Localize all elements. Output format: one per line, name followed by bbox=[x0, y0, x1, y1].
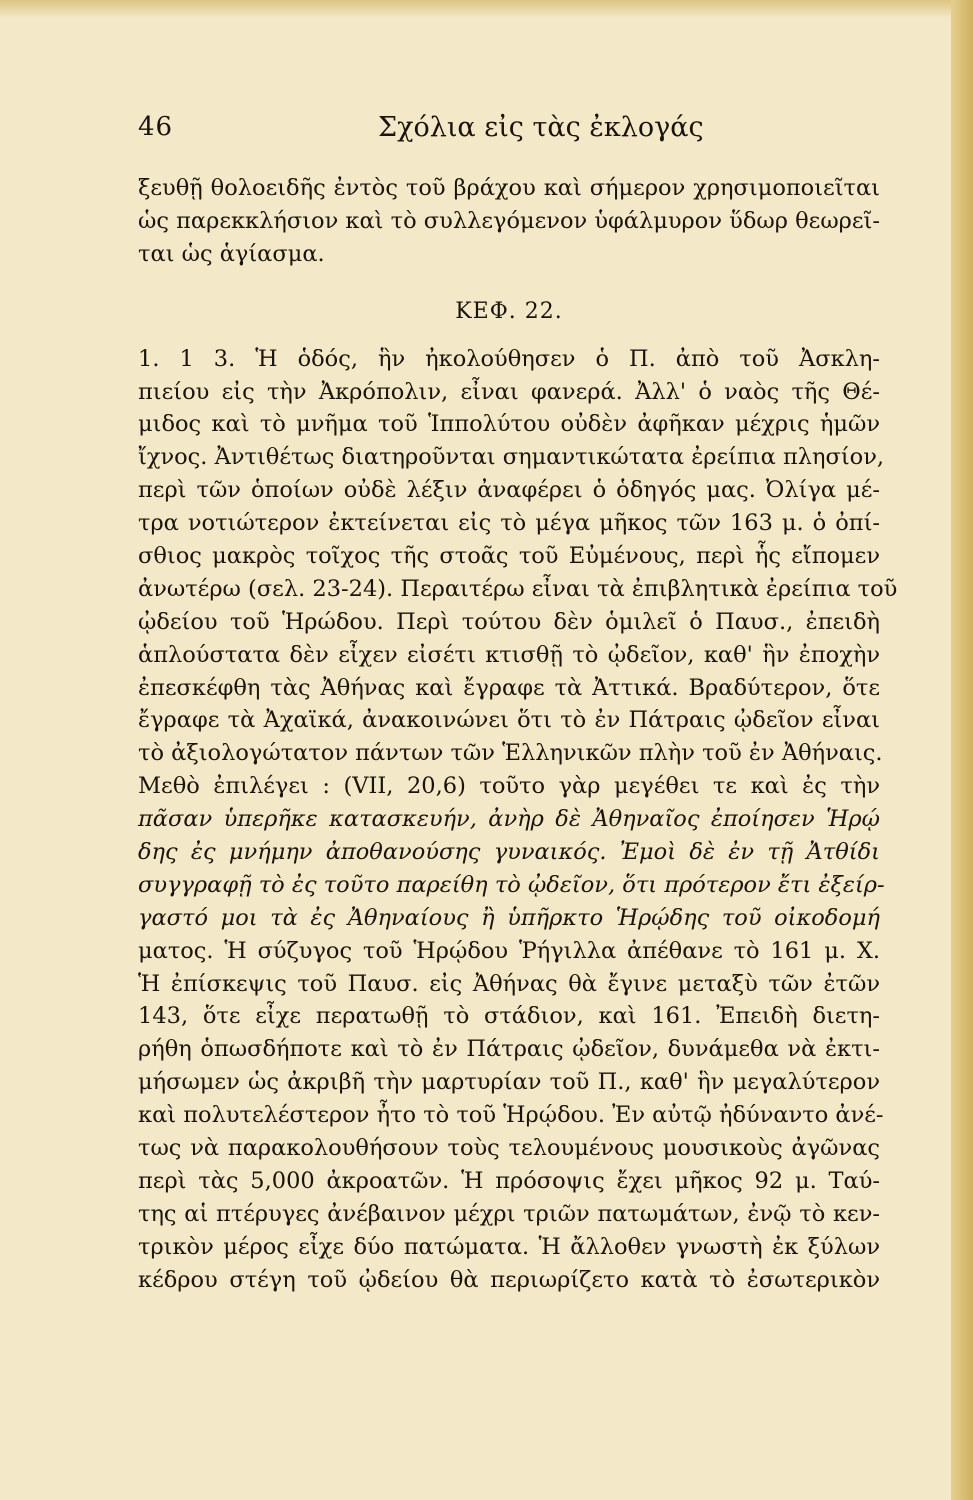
text-line: ἁπλούστατα δὲν εἶχεν εἰσέτι κτισθῇ τὸ ᾠδεῖον, καθ' ἣν ἐποχὴν bbox=[138, 641, 880, 668]
quote-line: συγγραφῇ τὸ ἐς τοῦτο παρείθη τὸ ᾠδεῖον, ὅτι πρότερον ἔτι ἐξείρ- bbox=[138, 871, 885, 898]
text-line: ρήθη ὁπωσδήποτε καὶ τὸ ἐν Πάτραις ᾠδεῖον, δυνάμεθα νὰ ἐκτι- bbox=[138, 1036, 880, 1063]
text-line: ἐπεσκέφθη τὰς Ἀθήνας καὶ ἔγραφε τὰ Ἀττικά. Βραδύτερον, ὅτε bbox=[138, 674, 880, 701]
page-top-edge bbox=[0, 0, 973, 18]
text-line: ἔγραφε τὰ Ἀχαϊκά, ἀνακοινώνει ὅτι τὸ ἐν Πάτραις ᾠδεῖον εἶναι bbox=[138, 707, 880, 734]
text-line: σθιος μακρὸς τοῖχος τῆς στοᾶς τοῦ Εὐμένους, περὶ ἧς εἴπομεν bbox=[138, 543, 880, 570]
text-line: τως νὰ παρακολουθήσουν τοὺς τελουμένους μουσικοὺς ἀγῶνας bbox=[138, 1135, 880, 1162]
text-line: κέδρου στέγη τοῦ ᾠδείου θὰ περιωρίζετο κατὰ τὸ ἐσωτερικὸν bbox=[138, 1266, 880, 1293]
running-head: Σχόλια εἰς τὰς ἐκλογάς bbox=[378, 112, 704, 143]
body-text bbox=[138, 172, 898, 1297]
text-line: ματος. Ἡ σύζυγος τοῦ Ἡρῴδου Ῥήγιλλα ἀπέθανε τὸ 161 μ. Χ. bbox=[138, 937, 880, 964]
text-line: περὶ τὰς 5,000 ἀκροατῶν. Ἡ πρόσοψις ἔχει μῆκος 92 μ. Ταύ- bbox=[138, 1167, 880, 1194]
page-header bbox=[138, 112, 878, 152]
quote-line: γαστό μοι τὰ ἐς Ἀθηναίους ἢ ὑπῆρκτο Ἡρῴδης τοῦ οἰκοδομή bbox=[138, 904, 880, 931]
text-line: ἀνωτέρω (σελ. 23-24). Περαιτέρω εἶναι τὰ ἐπιβλητικὰ ἐρείπια τοῦ bbox=[138, 575, 898, 602]
text-line: ᾠδείου τοῦ Ἡρώδου. Περὶ τούτου δὲν ὁμιλεῖ ὁ Παυσ., ἐπειδὴ bbox=[138, 608, 880, 635]
text-line: Ἡ ἐπίσκεψις τοῦ Παυσ. εἰς Ἀθήνας θὰ ἔγινε μεταξὺ τῶν ἐτῶν bbox=[138, 970, 880, 997]
text-line: περὶ τῶν ὁποίων οὐδὲ λέξιν ἀναφέρει ὁ ὁδηγός μας. Ὀλίγα μέ- bbox=[138, 477, 880, 504]
text-line: της αἱ πτέρυγες ἀνέβαινον μέχρι τριῶν πατωμάτων, ἐνῷ τὸ κεν- bbox=[138, 1200, 880, 1227]
chapter-heading: ΚΕΦ. 22. bbox=[455, 298, 563, 324]
text-line: ξευθῇ θολοειδῆς ἐντὸς τοῦ βράχου καὶ σήμερον χρησιμοποιεῖται bbox=[138, 175, 880, 201]
text-line: τρα νοτιώτερον ἐκτείνεται εἰς τὸ μέγα μῆκος τῶν 163 μ. ὁ ὀπί- bbox=[138, 510, 880, 537]
text-line: μήσωμεν ὡς ἀκριβῆ τὴν μαρτυρίαν τοῦ Π., καθ' ἣν μεγαλύτερον bbox=[138, 1069, 880, 1096]
text-line: Μεθὸ ἐπιλέγει : (VII, 20,6) τοῦτο γὰρ μεγέθει τε καὶ ἐς τὴν bbox=[138, 773, 880, 800]
text-line: μιδος καὶ τὸ μνῆμα τοῦ Ἱππολύτου οὐδὲν ἀφῆκαν μέχρις ἡμῶν bbox=[138, 411, 880, 438]
quote-line: δης ἐς μνήμην ἀποθανούσης γυναικός. Ἐμοὶ δὲ ἐν τῇ Ἀτθίδι bbox=[138, 839, 880, 866]
text-line: καὶ πολυτελέστερον ἦτο τὸ τοῦ Ἡρῴδου. Ἐν αὐτῷ ἠδύναντο ἀνέ- bbox=[138, 1102, 884, 1129]
text-line: ἴχνος. Ἀντιθέτως διατηροῦνται σημαντικώτατα ἐρείπια πλησίον, bbox=[138, 444, 885, 471]
text-line: 143, ὅτε εἶχε περατωθῇ τὸ στάδιον, καὶ 161. Ἐπειδὴ διετη- bbox=[138, 1003, 880, 1030]
text-line: ὡς παρεκκλήσιον καὶ τὸ συλλεγόμενον ὑφάλμυρον ὕδωρ θεωρεῖ- bbox=[138, 207, 880, 234]
text-line: τρικὸν μέρος εἶχε δύο πατώματα. Ἡ ἄλλοθεν γνωστὴ ἐκ ξύλων bbox=[138, 1233, 880, 1260]
text-line: 1. 1 3. Ἡ ὁδός, ἣν ἠκολούθησεν ὁ Π. ἀπὸ τοῦ Ἀσκλη- bbox=[138, 345, 880, 372]
text-line: πιείου εἰς τὴν Ἀκρόπολιν, εἶναι φανερά. Ἀλλ' ὁ ναὸς τῆς Θέ- bbox=[138, 378, 880, 405]
page-number: 46 bbox=[138, 112, 174, 142]
text-line: ται ὡς ἁγίασμα. bbox=[138, 240, 325, 267]
quote-line: πᾶσαν ὑπερῆκε κατασκευήν, ἀνὴρ δὲ Ἀθηναῖος ἐποίησεν Ἡρῴ bbox=[138, 806, 880, 833]
page-right-edge bbox=[951, 0, 973, 1500]
text-line: τὸ ἀξιολογώτατον πάντων τῶν Ἑλληνικῶν πλὴν τοῦ ἐν Ἀθήναις. bbox=[138, 740, 883, 767]
